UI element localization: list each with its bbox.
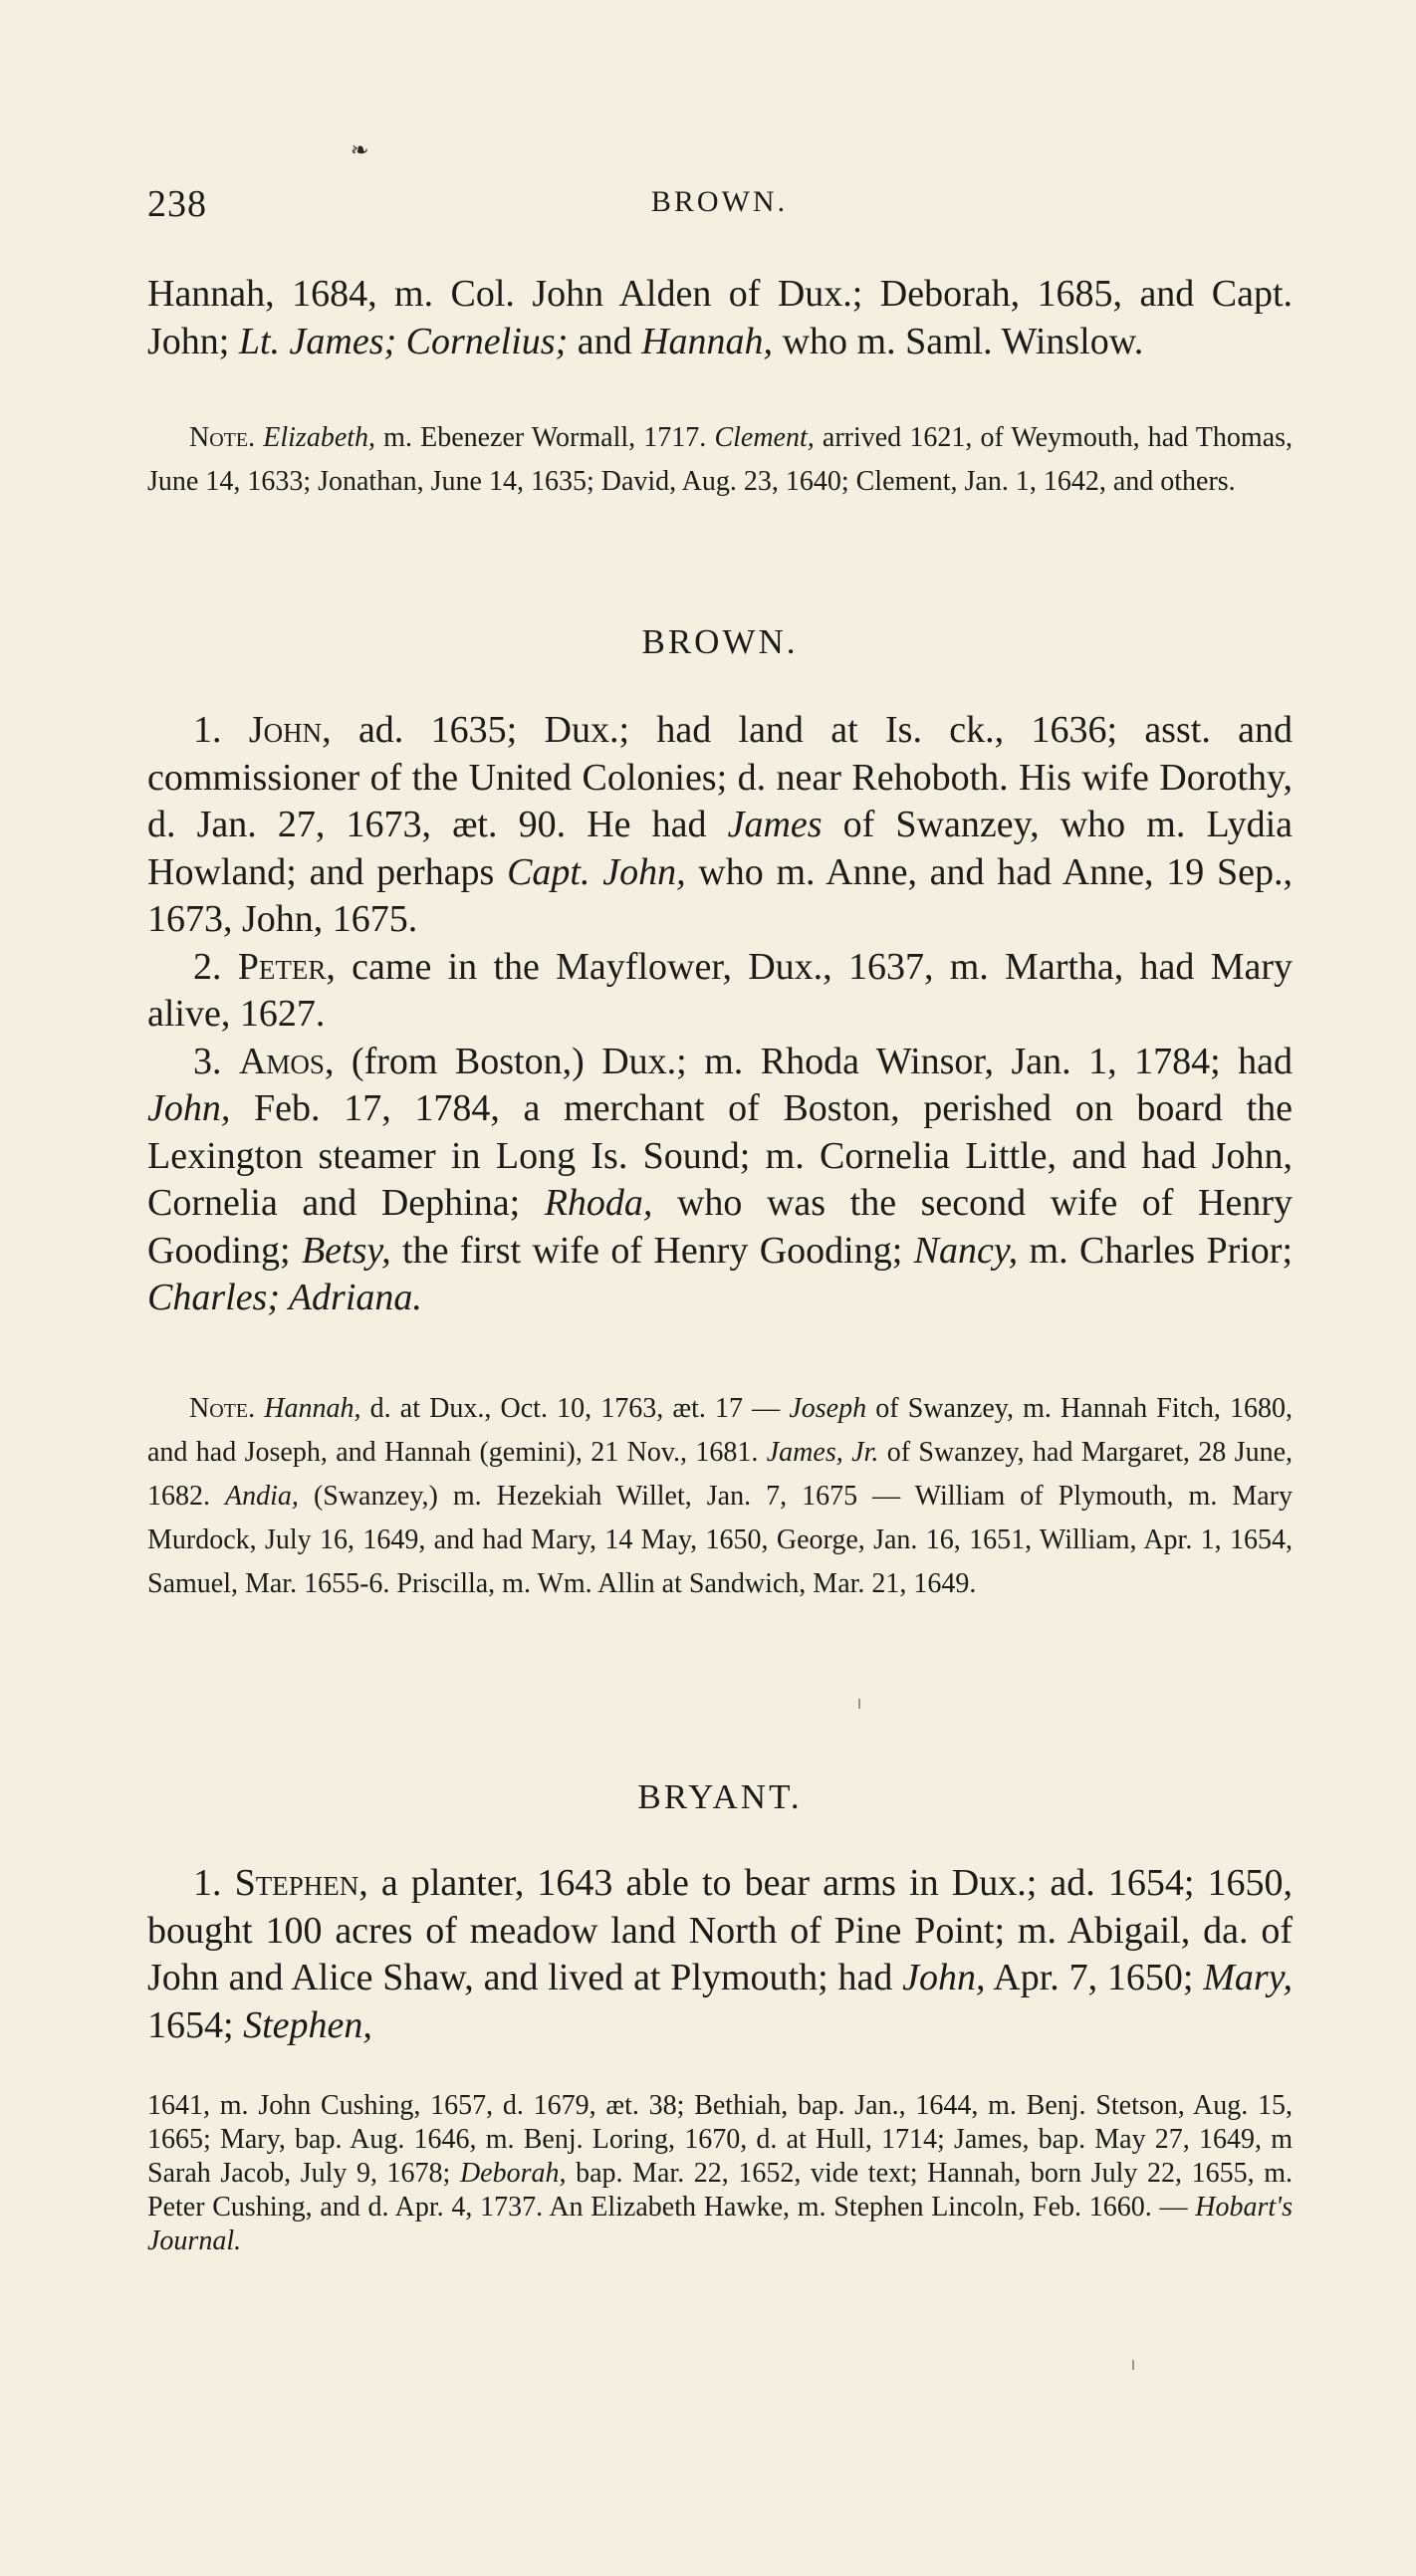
paper-speck — [858, 1699, 860, 1709]
note-label: Note. — [189, 422, 256, 453]
intro-paragraph: Hannah, 1684, m. Col. John Alden of Dux.; Deborah, 1685, and Capt. John; Lt. James; Cornelius; and Hannah, who m. Saml. Winslow. — [147, 273, 1293, 362]
footnote: 1641, m. John Cushing, 1657, d. 1679, æt. 38; Bethiah, bap. Jan., 1644, m. Benj. Stetson, Aug. 15, 1665; Mary, bap. Aug. 1646, m. Benj. Loring, 1670, d. at Hull, 1714; James, bap. May 27, 1649, m Sarah Jacob, July 9, 1678; Deborah, bap. Mar. 22, 1652, vide text; Hannah, born July 22, 1655, m. Peter Cushing, and d. Apr. 4, 1737. An Elizabeth Hawke, m. Stephen Lincoln, Feb. 1660. — Hobart's Journal. — [147, 2090, 1293, 2256]
section-heading-brown: BROWN. — [641, 622, 799, 661]
entry-peter: 2. Peter, came in the Mayflower, Dux., 1637, m. Martha, had Mary alive, 1627. — [147, 945, 1294, 1035]
section-heading-bryant: BRYANT. — [637, 1777, 803, 1816]
ink-mark-icon: ❧ — [351, 137, 369, 162]
paper-speck — [1132, 2360, 1134, 2370]
running-title: BROWN. — [650, 185, 789, 218]
entry-john: 1. John, ad. 1635; Dux.; had land at Is. ck., 1636; asst. and commissioner of the United Colonies; d. near Rehoboth. His wife Dorothy, d. Jan. 27, 1673, æt. 90. He had James of Swanzey, who m. Lydia Howland; and perhaps Capt. John, who m. Anne, and had Anne, 19 Sep., 1673, John, 1675. — [147, 709, 1294, 940]
note-clement: Note. Elizabeth, m. Ebenezer Wormall, 1717. Clement, arrived 1621, of Weymouth, had Thomas, June 14, 1633; Jonathan, June 14, 1635; David, Aug. 23, 1640; Clement, Jan. 1, 1642, and others. — [147, 422, 1294, 497]
entry-amos: 3. Amos, (from Boston,) Dux.; m. Rhoda Winsor, Jan. 1, 1784; had John, Feb. 17, 1784, a merchant of Boston, perished on board the Lexington steamer in Long Is. Sound; m. Cornelia Little, and had John, Cornelia and Dephina; Rhoda, who was the second wife of Henry Gooding; Betsy, the first wife of Henry Gooding; Nancy, m. Charles Prior; Charles; Adriana. — [147, 1040, 1294, 1318]
note-brown: Note. Hannah, d. at Dux., Oct. 10, 1763, æt. 17 — Joseph of Swanzey, m. Hannah Fitch, 1680, and had Joseph, and Hannah (gemini), 21 Nov., 1681. James, Jr. of Swanzey, had Margaret, 28 June, 1682. Andia, (Swanzey,) m. Hezekiah Willet, Jan. 7, 1675 — William of Plymouth, m. Mary Murdock, July 16, 1649, and had Mary, 14 May, 1650, George, Jan. 16, 1651, William, Apr. 1, 1654, Samuel, Mar. 1655-6. Priscilla, m. Wm. Allin at Sandwich, Mar. 21, 1649. — [147, 1393, 1294, 1599]
note-label: Note. — [189, 1393, 256, 1424]
entry-stephen: 1. Stephen, a planter, 1643 able to bear arms in Dux.; ad. 1654; 1650, bought 100 acres of meadow land North of Pine Point; m. Abigail, da. of John and Alice Shaw, and lived at Plymouth; had John, Apr. 7, 1650; Mary, 1654; Stephen, — [147, 1862, 1294, 2046]
page-number: 238 — [147, 183, 207, 225]
brown-entries — [147, 707, 1293, 1322]
bryant-entries — [147, 1860, 1293, 2049]
page-header — [147, 182, 1292, 226]
